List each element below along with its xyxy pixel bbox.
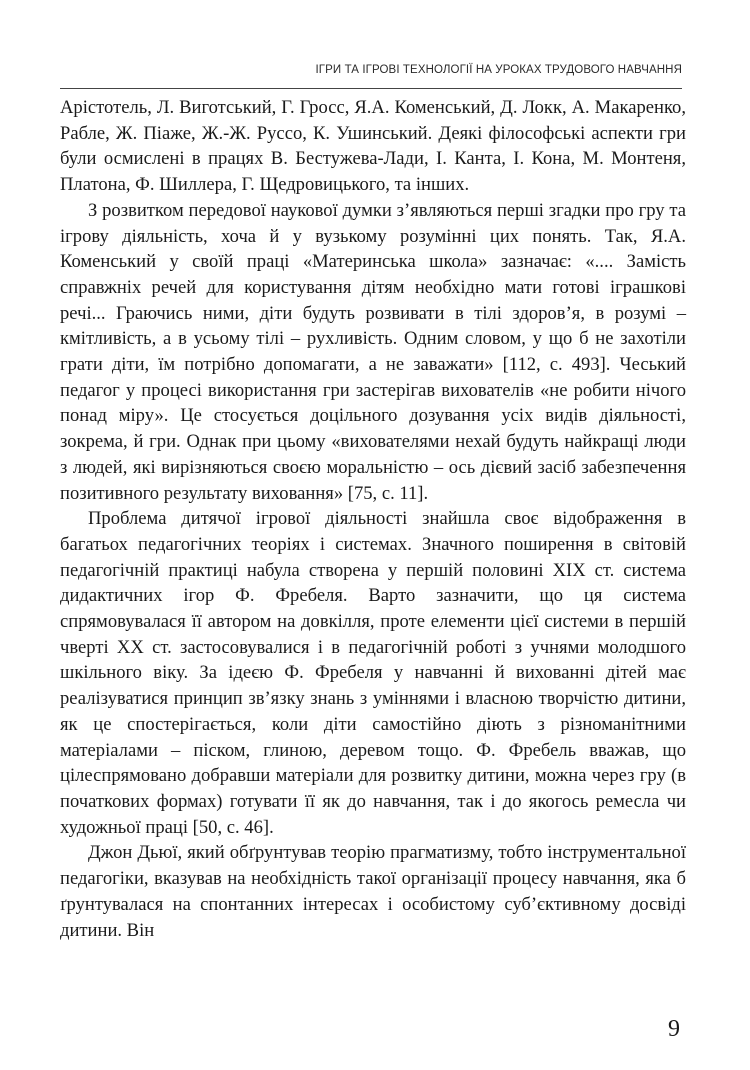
running-header: ІГРИ ТА ІГРОВІ ТЕХНОЛОГІЇ НА УРОКАХ ТРУДОВОГО НАВЧАННЯ bbox=[315, 64, 682, 76]
page-number: 9 bbox=[668, 1016, 680, 1042]
header-rule bbox=[60, 88, 682, 89]
paragraph-1: Арістотель, Л. Виготський, Г. Гросс, Я.А. Коменський, Д. Локк, А. Макаренко, Рабле, Ж. Піаже, Ж.-Ж. Руссо, К. Ушинський. Деякі філософські аспекти гри були осмислені в працях В. Бестужева-Лади, І. Канта, І. Кона, М. Монтеня, Платона, Ф. Шиллера, Г. Щедровицького, та інших. bbox=[60, 97, 686, 196]
paragraph-4: Джон Дьюї, який обґрунтував теорію прагматизму, тобто інструментальної педагогіки, вказував на необхідність такої організації процесу навчання, яка б ґрунтувалася на спонтанних інтересах і особистому суб’єктивному досвіді дитини. Він bbox=[60, 842, 686, 941]
body-text bbox=[60, 95, 686, 943]
paragraph-3: Проблема дитячої ігрової діяльності знайшла своє відображення в багатьох педагогічних теоріях і системах. Значного поширення в світовій педагогічній практиці набула створена у першій половині ХІХ ст. система дидактичних ігор Ф. Фребеля. Варто зазначити, що ця система спрямовувалася її автором на довкілля, проте елементи цієї системи в першій чверті ХХ ст. застосовувалися і в педагогічній роботі з учнями молодшого шкільного віку. За ідеєю Ф. Фребеля у навчанні й вихованні дітей має реалізуватися принцип зв’язку знань з уміннями і власною творчістю дитини, як це спостерігається, коли діти самостійно діють з різноманітними матеріалами – піском, глиною, деревом тощо. Ф. Фребель вважав, що цілеспрямовано добравши матеріали для розвитку дитини, можна через гру (в початкових формах) готувати її як до навчання, так і до якогось ремесла чи художньої праці [50, с. 46]. bbox=[60, 508, 686, 838]
paragraph-2: З розвитком передової наукової думки з’являються перші згадки про гру та ігрову діяльність, хоча й у вузькому розумінні цих понять. Так, Я.А. Коменський у своїй праці «Материнська школа» зазначає: «.... Замість справжніх речей для користування дітям необхідно мати готові іграшкові речі... Граючись ними, діти будуть розвивати в тілі здоров’я, в розумі – кмітливість, а в усьому тілі – рухливість. Одним словом, у що б не захотіли грати діти, їм потрібно допомагати, а не заважати» [112, с. 493]. Чеський педагог у процесі використання гри застерігав вихователів «не робити нічого понад міру». Це стосується доцільного дозування усіх видів діяльності, зокрема, й гри. Однак при цьому «вихователями нехай будуть найкращі люди з людей, які вирізняються своєю моральністю – ось дієвий засіб забезпечення позитивного результату виховання» [75, с. 11]. bbox=[60, 199, 686, 504]
